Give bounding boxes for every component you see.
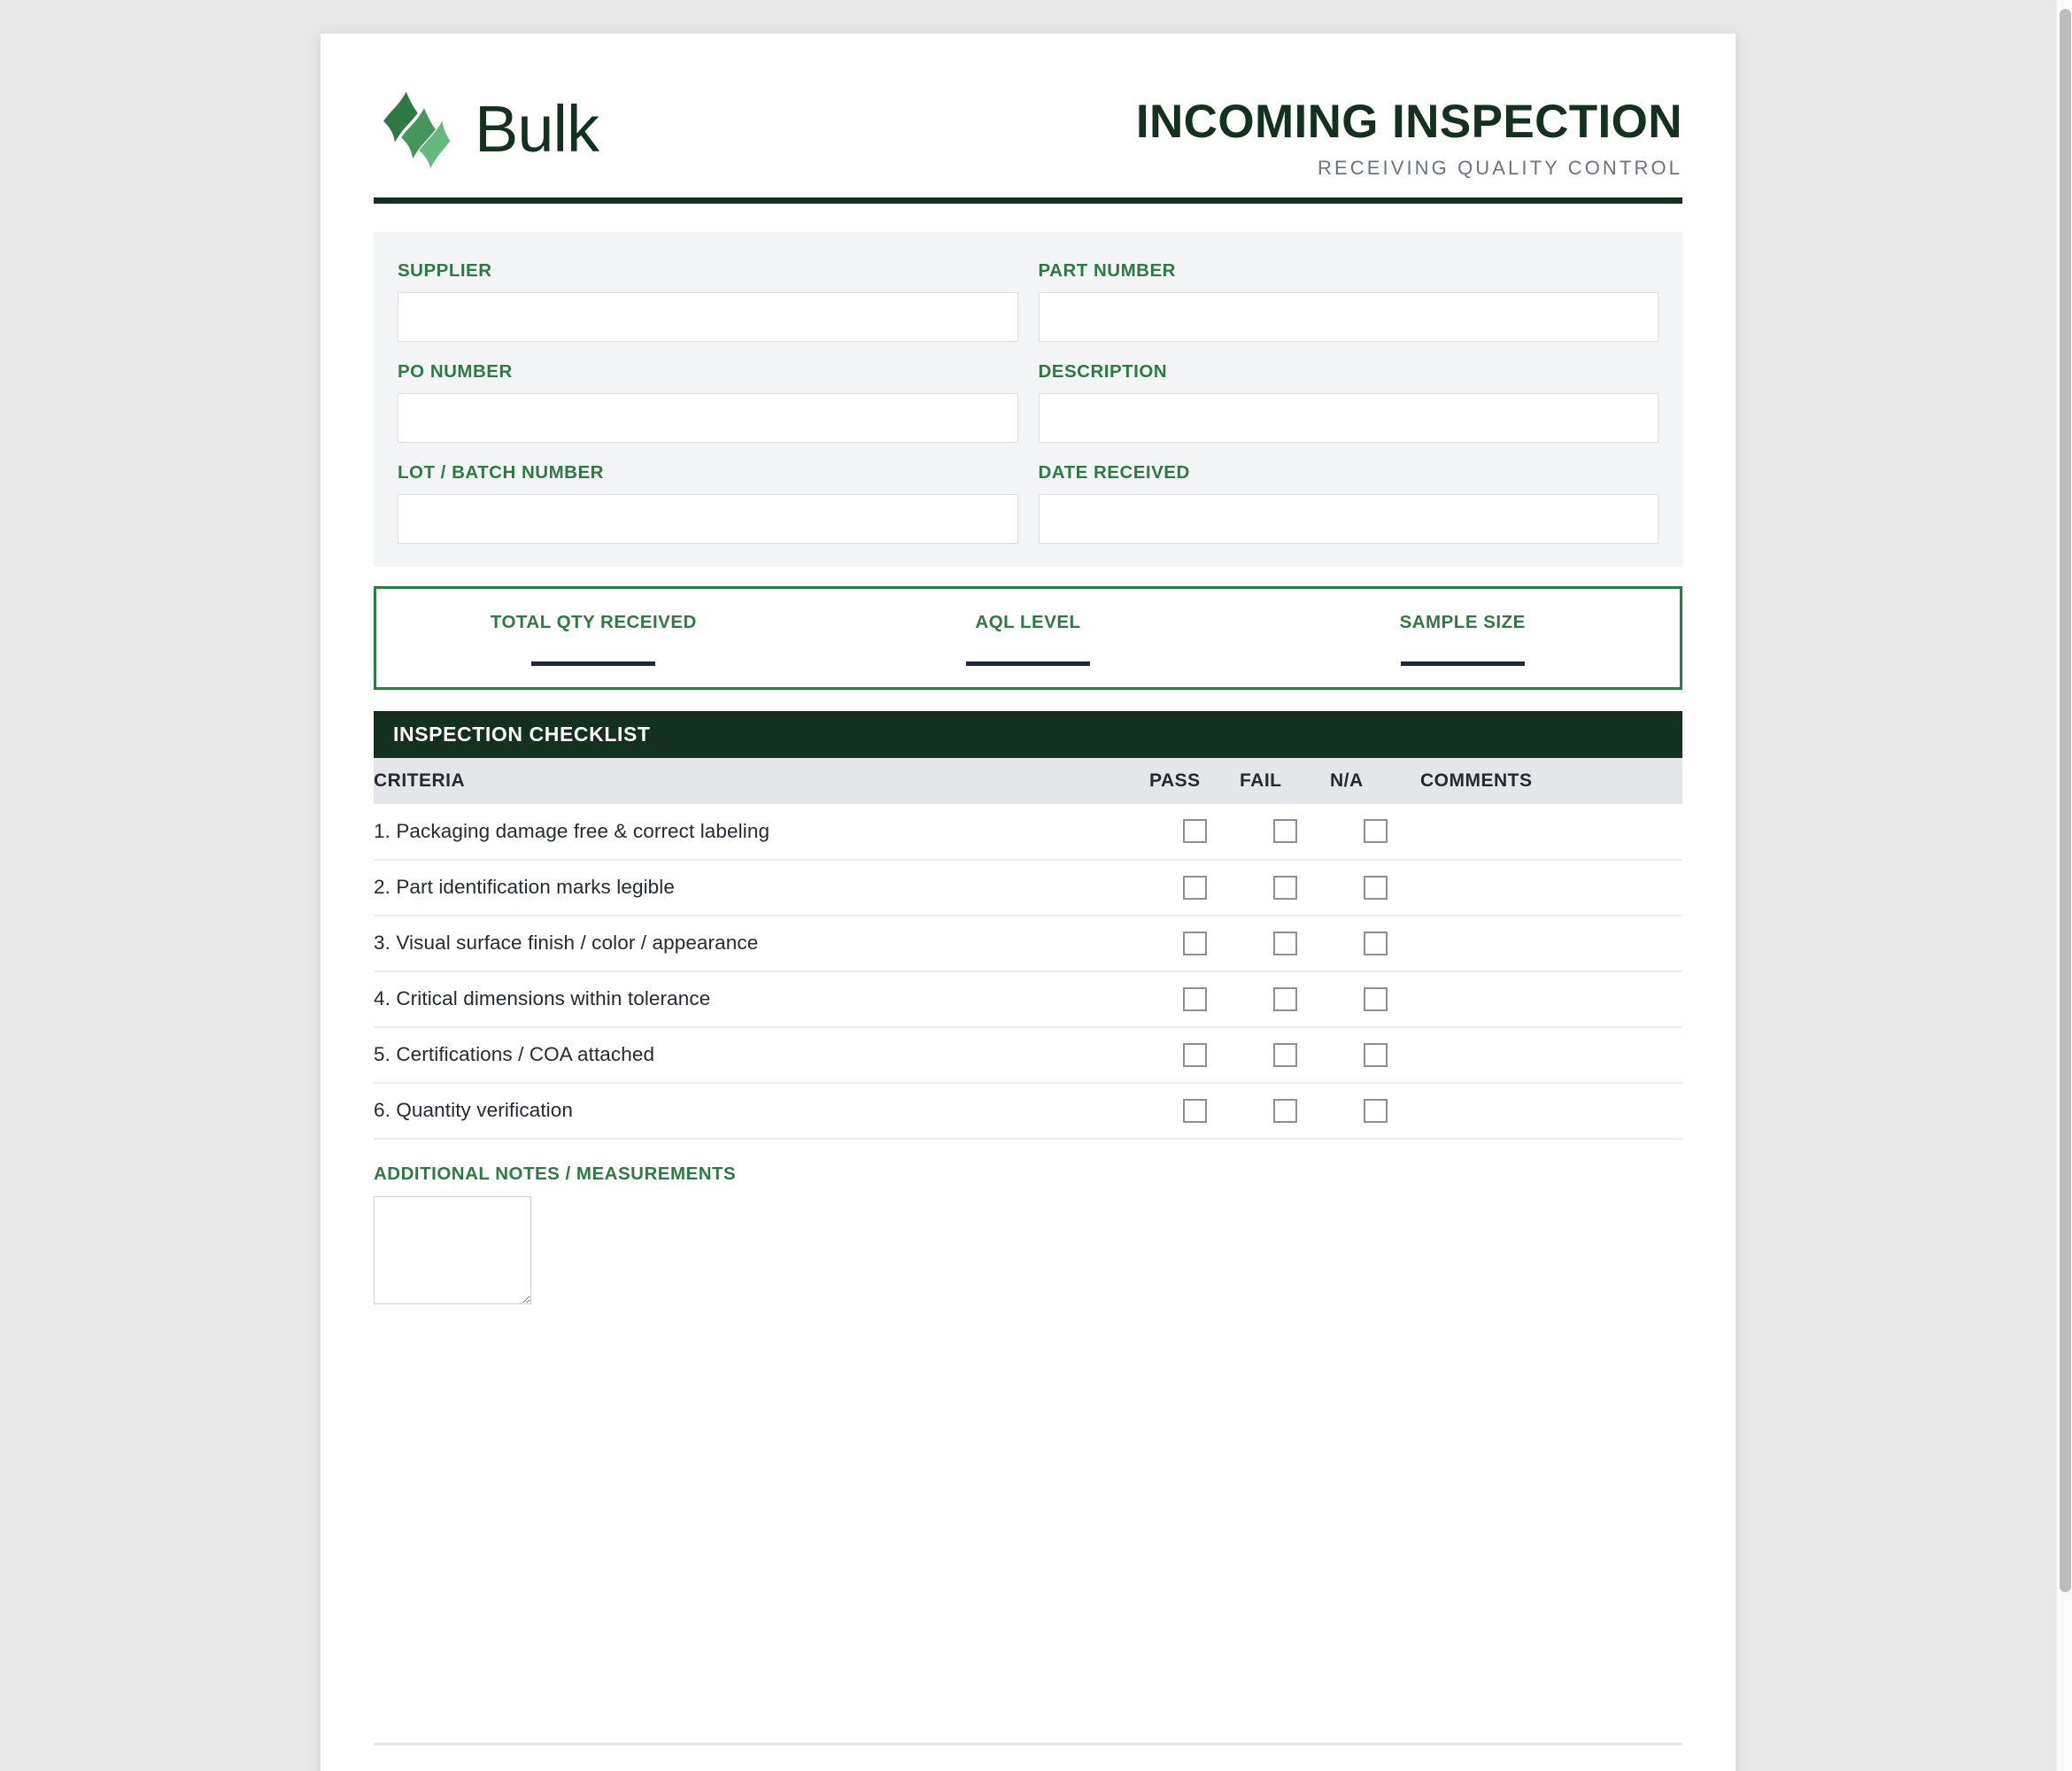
column-header-comments: COMMENTS (1420, 758, 1682, 804)
field-supplier (398, 260, 1018, 342)
fail-cell[interactable] (1240, 1083, 1330, 1139)
table-row (374, 1083, 1682, 1139)
comments-cell[interactable] (1420, 971, 1682, 1027)
supplier-input[interactable] (398, 292, 1018, 342)
inspection-checklist-title: INSPECTION CHECKLIST (393, 722, 651, 746)
stat-sample-size (1245, 612, 1680, 666)
na-cell[interactable] (1330, 916, 1420, 971)
stat-writeline-total-qty-received[interactable] (531, 661, 655, 666)
field-label-po-number: PO NUMBER (398, 360, 513, 382)
na-cell[interactable] (1330, 971, 1420, 1027)
inspection-checklist-table (374, 758, 1682, 1140)
criteria-label: 6. Quantity verification (374, 1083, 1149, 1139)
pass-cell[interactable] (1149, 804, 1240, 860)
stat-label-sample-size: SAMPLE SIZE (1399, 611, 1526, 632)
description-input[interactable] (1039, 393, 1659, 443)
field-label-lot-batch-number: LOT / BATCH NUMBER (398, 461, 604, 483)
fail-checkbox[interactable] (1273, 987, 1297, 1011)
info-fields-panel (374, 232, 1682, 567)
column-header-fail: FAIL (1240, 758, 1330, 804)
document-subtitle: RECEIVING QUALITY CONTROL (1317, 156, 1682, 179)
na-checkbox[interactable] (1364, 876, 1388, 900)
field-po-number (398, 361, 1018, 443)
fail-checkbox[interactable] (1273, 876, 1297, 900)
brand-name: Bulk (475, 92, 599, 166)
pass-checkbox[interactable] (1183, 987, 1207, 1011)
additional-notes-label: ADDITIONAL NOTES / MEASUREMENTS (374, 1163, 737, 1184)
column-header-pass: PASS (1149, 758, 1240, 804)
bottom-divider (374, 1743, 1682, 1745)
na-cell[interactable] (1330, 860, 1420, 916)
na-cell[interactable] (1330, 1083, 1420, 1139)
fail-cell[interactable] (1240, 1027, 1330, 1083)
field-description (1039, 361, 1659, 443)
criteria-label: 4. Critical dimensions within tolerance (374, 971, 1149, 1027)
summary-stats-strip (374, 586, 1682, 690)
date-received-input[interactable] (1039, 494, 1659, 544)
field-label-description: DESCRIPTION (1038, 360, 1168, 382)
fail-cell[interactable] (1240, 916, 1330, 971)
header-divider (374, 197, 1682, 204)
field-label-supplier: SUPPLIER (398, 259, 492, 281)
additional-notes-textarea[interactable] (374, 1196, 531, 1304)
comments-cell[interactable] (1420, 860, 1682, 916)
fail-checkbox[interactable] (1273, 1043, 1297, 1067)
pass-checkbox[interactable] (1183, 876, 1207, 900)
document-header (374, 80, 1682, 197)
table-row (374, 1027, 1682, 1083)
fail-checkbox[interactable] (1273, 819, 1297, 843)
field-label-part-number: PART NUMBER (1038, 259, 1176, 281)
table-row (374, 860, 1682, 916)
na-checkbox[interactable] (1364, 987, 1388, 1011)
criteria-label: 2. Part identification marks legible (374, 860, 1149, 916)
field-part-number (1039, 260, 1659, 342)
pass-cell[interactable] (1149, 1083, 1240, 1139)
pass-cell[interactable] (1149, 860, 1240, 916)
brand-lockup (374, 80, 599, 170)
checklist-header-row (374, 758, 1682, 804)
part-number-input[interactable] (1039, 292, 1659, 342)
stat-aql-level (811, 612, 1246, 666)
page-scrollbar[interactable] (2056, 0, 2072, 1771)
comments-cell[interactable] (1420, 804, 1682, 860)
bulk-wave-logo-icon (374, 89, 455, 170)
title-block (1136, 80, 1682, 180)
pass-cell[interactable] (1149, 916, 1240, 971)
inspection-checklist-section-bar (374, 711, 1682, 758)
pass-checkbox[interactable] (1183, 1099, 1207, 1123)
field-label-date-received: DATE RECEIVED (1038, 461, 1190, 483)
na-checkbox[interactable] (1364, 1099, 1388, 1123)
fail-cell[interactable] (1240, 971, 1330, 1027)
fail-cell[interactable] (1240, 860, 1330, 916)
comments-cell[interactable] (1420, 1083, 1682, 1139)
column-header-na: N/A (1330, 758, 1420, 804)
pass-cell[interactable] (1149, 1027, 1240, 1083)
column-header-criteria: CRITERIA (374, 758, 1149, 804)
document-sheet (321, 34, 1736, 1771)
comments-cell[interactable] (1420, 916, 1682, 971)
table-row (374, 804, 1682, 860)
na-checkbox[interactable] (1364, 932, 1388, 955)
criteria-label: 1. Packaging damage free & correct labeling (374, 804, 1149, 860)
na-checkbox[interactable] (1364, 819, 1388, 843)
stat-writeline-sample-size[interactable] (1401, 661, 1525, 666)
pass-cell[interactable] (1149, 971, 1240, 1027)
stat-writeline-aql-level[interactable] (966, 661, 1090, 666)
pass-checkbox[interactable] (1183, 932, 1207, 955)
stat-label-total-qty-received: TOTAL QTY RECEIVED (490, 611, 697, 632)
fail-checkbox[interactable] (1273, 1099, 1297, 1123)
na-checkbox[interactable] (1364, 1043, 1388, 1067)
table-row (374, 971, 1682, 1027)
lot-batch-number-input[interactable] (398, 494, 1018, 544)
pass-checkbox[interactable] (1183, 819, 1207, 843)
comments-cell[interactable] (1420, 1027, 1682, 1083)
fail-cell[interactable] (1240, 804, 1330, 860)
pass-checkbox[interactable] (1183, 1043, 1207, 1067)
fail-checkbox[interactable] (1273, 932, 1297, 955)
criteria-label: 5. Certifications / COA attached (374, 1027, 1149, 1083)
field-date-received (1039, 462, 1659, 544)
field-lot-batch-number (398, 462, 1018, 544)
na-cell[interactable] (1330, 804, 1420, 860)
page-scrollbar-thumb[interactable] (2060, 9, 2071, 1592)
po-number-input[interactable] (398, 393, 1018, 443)
document-title: INCOMING INSPECTION (1135, 96, 1682, 148)
criteria-label: 3. Visual surface finish / color / appearance (374, 916, 1149, 971)
table-row (374, 916, 1682, 971)
na-cell[interactable] (1330, 1027, 1420, 1083)
stat-label-aql-level: AQL LEVEL (975, 611, 1081, 632)
stat-total-qty-received (376, 612, 811, 666)
